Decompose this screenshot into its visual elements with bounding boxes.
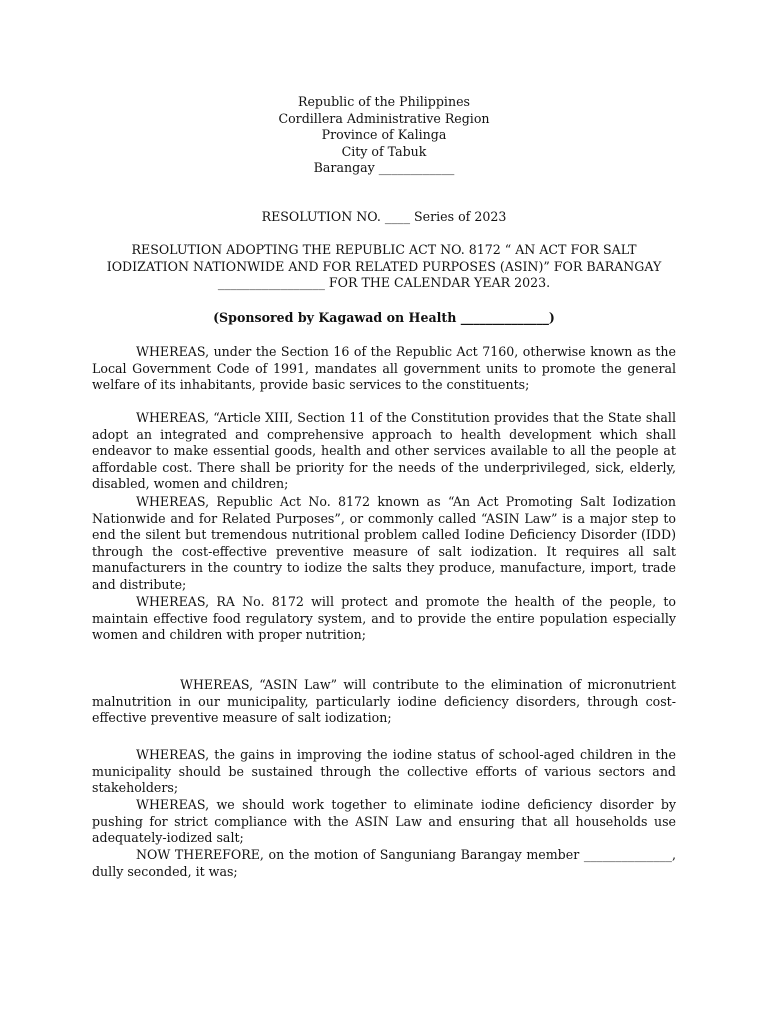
whereas-paragraph-6: WHEREAS, the gains in improving the iodine status of school-aged children in the municipality should be sustained through the collective efforts of various sectors and stakeholders; xyxy=(92,747,676,795)
letterhead-country: Republic of the Philippines xyxy=(297,94,470,109)
letterhead xyxy=(0,94,768,177)
letterhead-region: Cordillera Administrative Region xyxy=(278,110,490,126)
sponsor-line: (Sponsored by Kagawad on Health ______________) xyxy=(213,310,555,325)
resolution-motion-paragraph: NOW THEREFORE, on the motion of Sanguniang Barangay member ______________, dully seconded, it was; xyxy=(92,847,676,879)
resolution-title: RESOLUTION ADOPTING THE REPUBLIC ACT NO. 8172 “ AN ACT FOR SALT IODIZATION NATIONWIDE AND FOR RELATED PURPOSES (ASIN)” FOR BARANGAY _________________ FOR THE CALENDAR YEAR 2023. xyxy=(106,242,662,290)
whereas-paragraph-3: WHEREAS, Republic Act No. 8172 known as “An Act Promoting Salt Iodization Nationwide and for Related Purposes”, or commonly called “ASIN Law” is a major step to end the silent but tremendous nutritional problem called Iodine Deficiency Disorder (IDD) through the cost-effective preventive measure of salt iodization. It requires all salt manufacturers in the country to iodize the salts they produce, manufacture, import, trade and distribute; xyxy=(92,494,676,592)
whereas-paragraph-2: WHEREAS, “Article XIII, Section 11 of the Constitution provides that the State shall adopt an integrated and comprehensive approach to health development which shall endeavor to make essential goods, health and other services available to all the people at affordable cost. There shall be priority for the needs of the underprivileged, sick, elderly, disabled, women and children; xyxy=(92,410,676,491)
letterhead-province: Province of Kalinga xyxy=(321,127,447,142)
whereas-paragraph-1: WHEREAS, under the Section 16 of the Republic Act 7160, otherwise known as the Local Government Code of 1991, mandates all government units to promote the general welfare of its inhabitants, provide basic services to the constituents; xyxy=(92,344,676,392)
whereas-paragraph-7: WHEREAS, we should work together to eliminate iodine deficiency disorder by pushing for strict compliance with the ASIN Law and ensuring that all households use adequately-iodized salt; xyxy=(92,797,676,845)
resolution-number: RESOLUTION NO. ____ Series of 2023 xyxy=(261,209,507,224)
whereas-paragraph-4: WHEREAS, RA No. 8172 will protect and promote the health of the people, to maintain effective food regulatory system, and to provide the entire population especially women and children with proper nutrition; xyxy=(92,594,676,642)
letterhead-city: City of Tabuk xyxy=(341,143,427,159)
whereas-paragraph-5: WHEREAS, “ASIN Law” will contribute to the elimination of micronutrient malnutrition in our municipality, particularly iodine deficiency disorders, through cost-effective preventive measure of salt iodization; xyxy=(92,677,676,725)
letterhead-barangay: Barangay ____________ xyxy=(313,160,455,175)
